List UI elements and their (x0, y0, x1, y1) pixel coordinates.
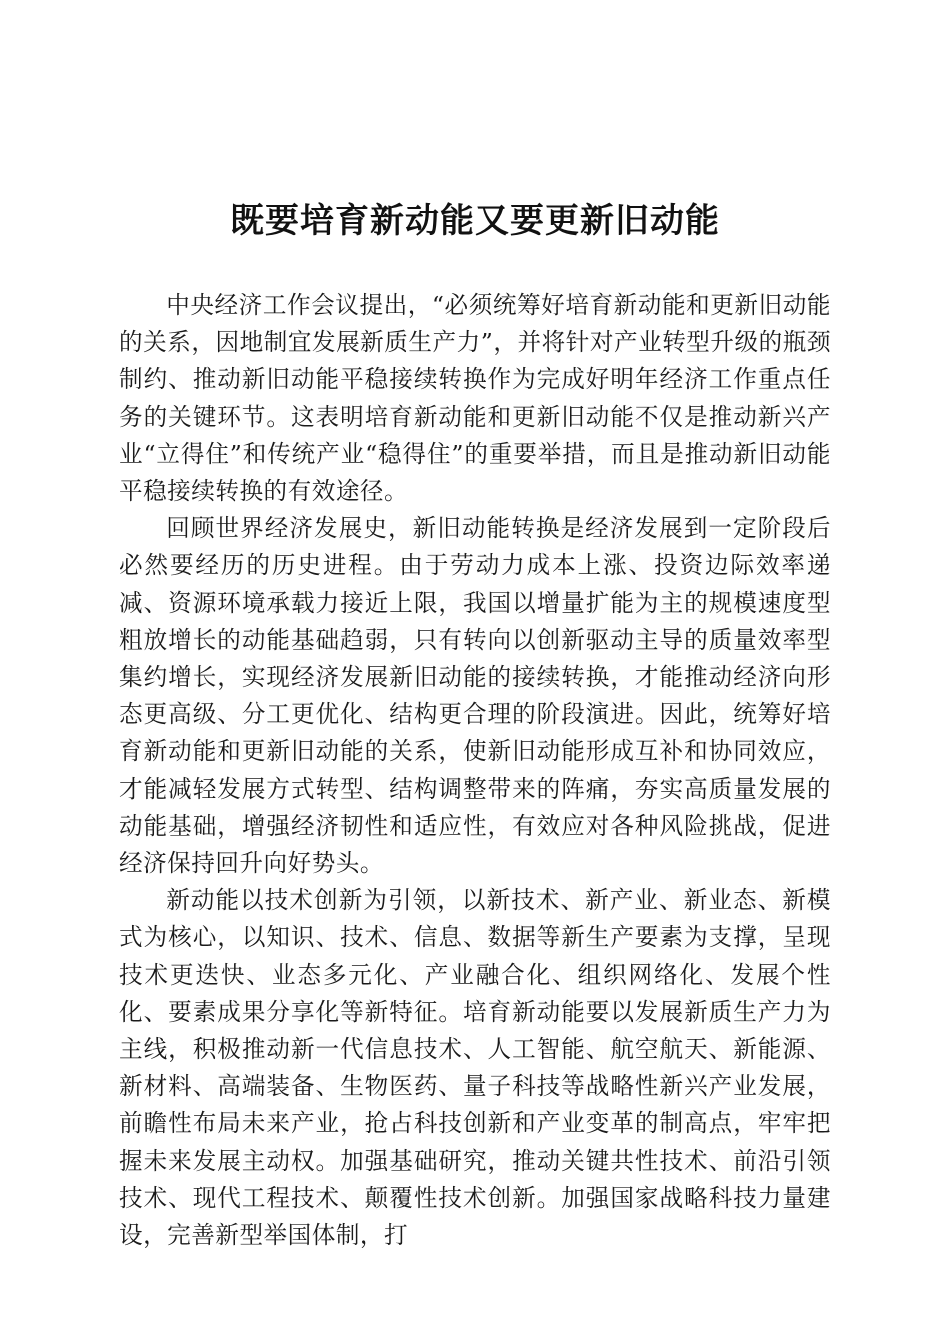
paragraph: 中央经济工作会议提出，“必须统筹好培育新动能和更新旧动能的关系，因地制宜发展新质生产力”，并将针对产业转型升级的瓶颈制约、推动新旧动能平稳接续转换作为完成好明年经济工作重点任务的关键环节。这表明培育新动能和更新旧动能不仅是推动新兴产业“立得住”和传统产业“稳得住”的重要举措，而且是推动新旧动能平稳接续转换的有效途径。 (119, 291, 831, 506)
document-body (119, 287, 831, 1254)
page-title: 既要培育新动能又要更新旧动能 (230, 201, 720, 241)
paragraph: 新动能以技术创新为引领，以新技术、新产业、新业态、新模式为核心，以知识、技术、信息、数据等新生产要素为支撑，呈现技术更迭快、业态多元化、产业融合化、组织网络化、发展个性化、要素成果分享化等新特征。培育新动能要以发展新质生产力为主线，积极推动新一代信息技术、人工智能、航空航天、新能源、新材料、高端装备、生物医药、量子科技等战略性新兴产业发展，前瞻性布局未来产业，抢占科技创新和产业变革的制高点，牢牢把握未来发展主动权。加强基础研究，推动关键共性技术、前沿引领技术、现代工程技术、颠覆性技术创新。加强国家战略科技力量建设，完善新型举国体制，打 (119, 886, 831, 1250)
paragraph: 回顾世界经济发展史，新旧动能转换是经济发展到一定阶段后必然要经历的历史进程。由于劳动力成本上涨、投资边际效率递减、资源环境承载力接近上限，我国以增量扩能为主的规模速度型粗放增长的动能基础趋弱，只有转向以创新驱动主导的质量效率型集约增长，实现经济发展新旧动能的接续转换，才能推动经济向形态更高级、分工更优化、结构更合理的阶段演进。因此，统筹好培育新动能和更新旧动能的关系，使新旧动能形成互补和协同效应，才能减轻发展方式转型、结构调整带来的阵痛，夯实高质量发展的动能基础，增强经济韧性和适应性，有效应对各种风险挑战，促进经济保持回升向好势头。 (119, 514, 831, 878)
